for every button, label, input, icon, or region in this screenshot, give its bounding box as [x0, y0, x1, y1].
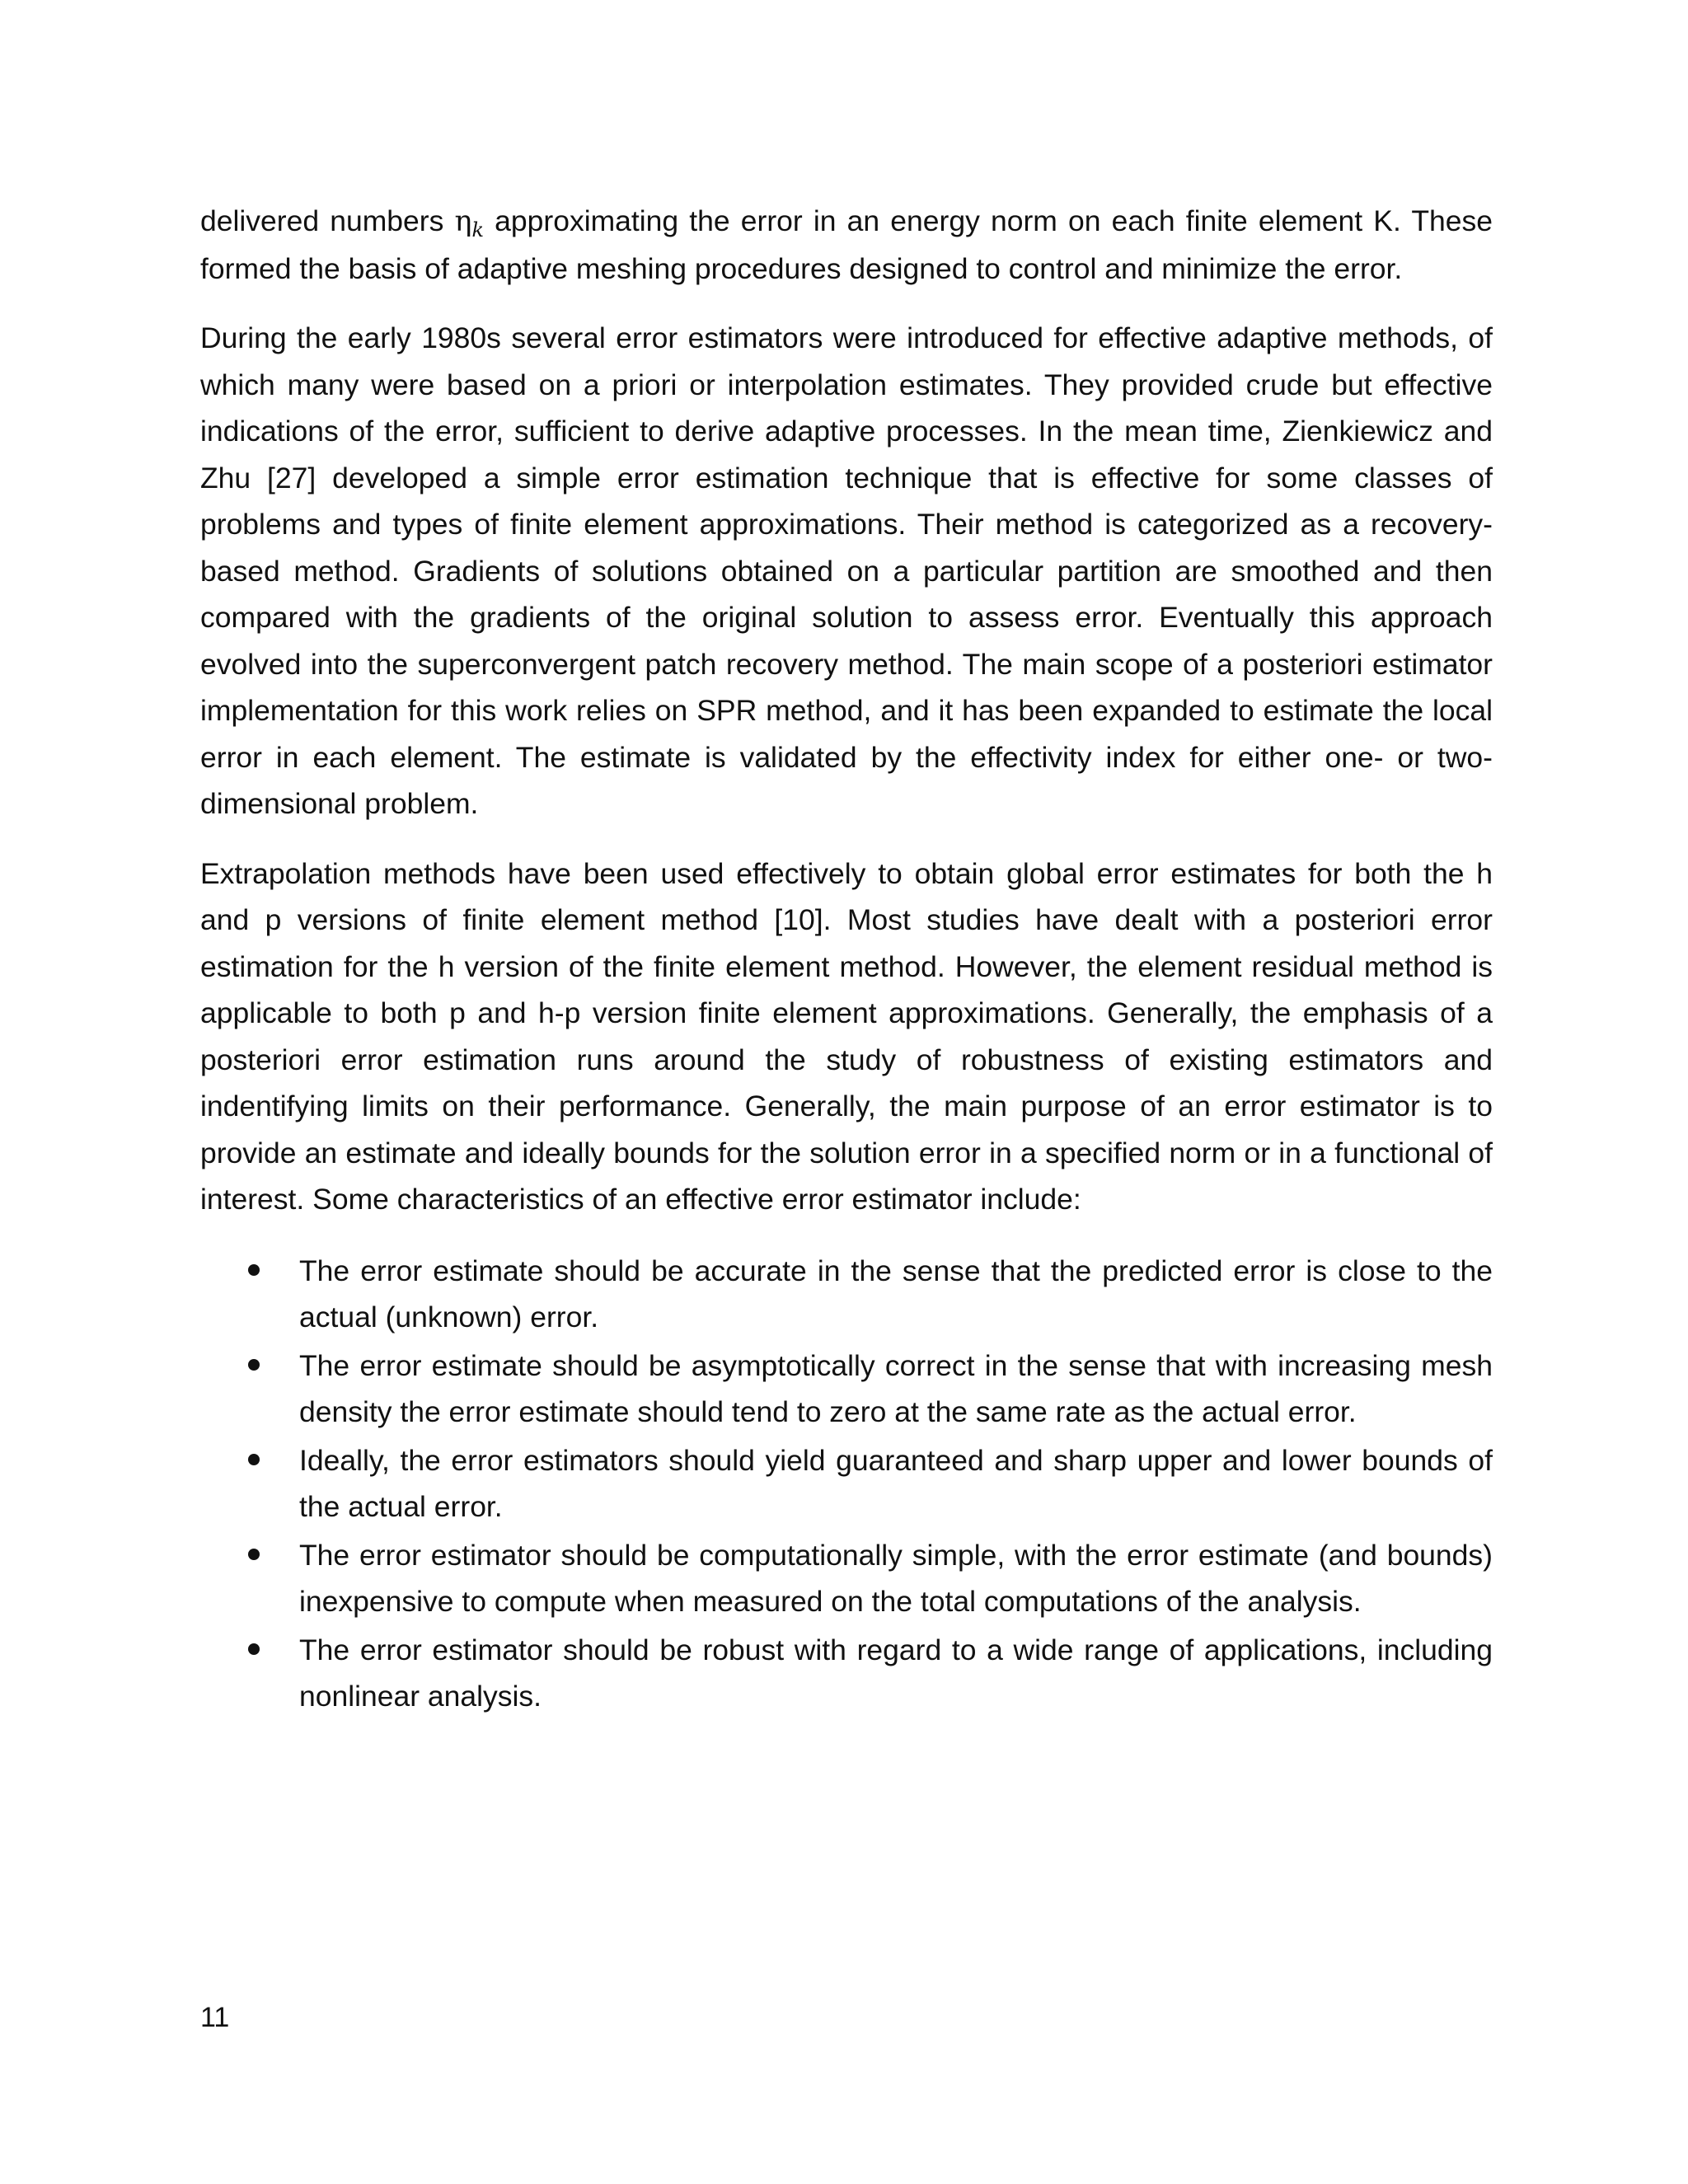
- list-item: [200, 1343, 1493, 1436]
- list-item-text: The error estimator should be computationally simple, with the error estimate (and bounds) inexpensive to compute when measured on the total computations of the analysis.: [299, 1538, 1493, 1618]
- list-item: [200, 1248, 1493, 1341]
- page-number: 11: [200, 2002, 230, 2033]
- document-page: [200, 198, 1493, 1722]
- bullet-icon: [248, 1359, 260, 1371]
- eta-symbol: η: [454, 205, 472, 238]
- paragraph-3: Extrapolation methods have been used effectively to obtain global error estimates for both the h and p versions of finite element method [10]. Most studies have dealt with a posteriori error estimation for the h version of the finite element method. However, the element residual method is applicable to both p and h-p version finite element approximations. Generally, the emphasis of a posteriori error estimation runs around the study of robustness of existing estimators and indentifying limits on their performance. Generally, the main purpose of an error estimator is to provide an estimate and ideally bounds for the solution error in a specified norm or in a functional of interest. Some characteristics of an effective error estimator include:: [200, 856, 1493, 1216]
- list-item: [200, 1437, 1493, 1530]
- list-item-text: The error estimator should be robust with regard to a wide range of applications, including nonlinear analysis.: [299, 1633, 1493, 1713]
- bullet-icon: [248, 1643, 260, 1655]
- list-item: [200, 1532, 1493, 1625]
- list-item-text: Ideally, the error estimators should yield guaranteed and sharp upper and lower bounds of the actual error.: [299, 1443, 1493, 1523]
- paragraph-1-lead: delivered numbers: [200, 204, 444, 237]
- bullet-icon: [248, 1264, 260, 1276]
- bullet-icon: [248, 1549, 260, 1560]
- eta-k-symbol: [454, 205, 485, 241]
- bullet-icon: [248, 1454, 260, 1465]
- eta-subscript: k: [471, 218, 485, 241]
- paragraph-1: [200, 198, 1493, 292]
- list-item-text: The error estimate should be asymptotically correct in the sense that with increasing mesh density the error estimate should tend to zero at the same rate as the actual error.: [299, 1348, 1493, 1428]
- paragraph-1-rest: approximating the error in an energy norm on each finite element K. These formed the basis of adaptive meshing procedures designed to control and minimize the error.: [200, 204, 1493, 285]
- list-item-text: The error estimate should be accurate in the sense that the predicted error is close to the actual (unknown) error.: [299, 1254, 1493, 1333]
- list-item: [200, 1627, 1493, 1720]
- paragraph-2: During the early 1980s several error estimators were introduced for effective adaptive methods, of which many were based on a priori or interpolation estimates. They provided crude but effective indications of the error, sufficient to derive adaptive processes. In the mean time, Zienkiewicz and Zhu [27] developed a simple error estimation technique that is effective for some classes of problems and types of finite element approximations. Their method is categorized as a recovery-based method. Gradients of solutions obtained on a particular partition are smoothed and then compared with the gradients of the original solution to assess error. Eventually this approach evolved into the superconvergent patch recovery method. The main scope of a posteriori estimator implementation for this work relies on SPR method, and it has been expanded to estimate the local error in each element. The estimate is validated by the effectivity index for either one- or two-dimensional problem.: [200, 321, 1493, 820]
- characteristics-list: [200, 1248, 1493, 1720]
